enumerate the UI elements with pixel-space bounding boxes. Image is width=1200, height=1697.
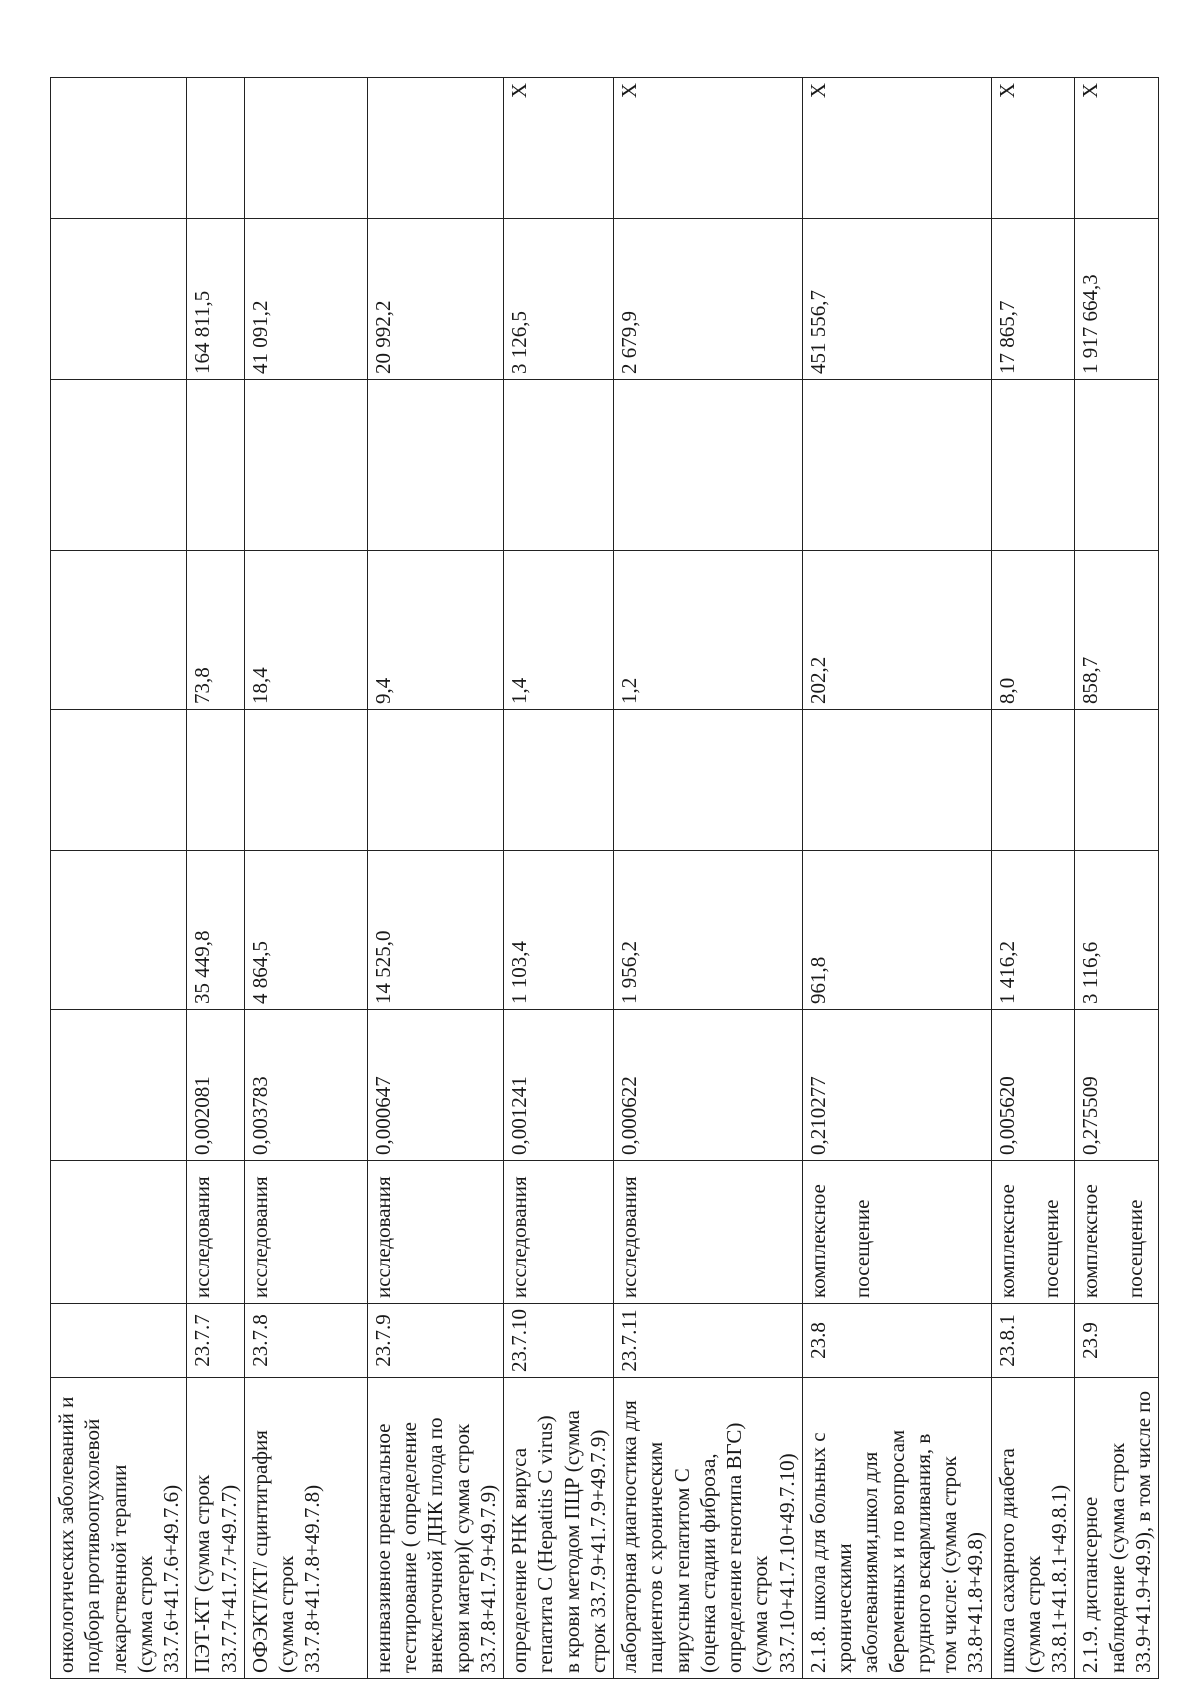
value-cell <box>51 551 187 710</box>
value-cell: 858,7 <box>1075 551 1159 710</box>
unit-line: комплексное <box>805 1184 830 1298</box>
row-name-cell <box>614 1378 803 1679</box>
row-name-line: 33.8.1+41.8.1+49.8.1) <box>1047 1484 1071 1673</box>
total-cell: 2 679,9 <box>614 219 803 380</box>
row-number-cell: 23.7.9 <box>367 1304 503 1378</box>
row-name-line: хроническими <box>832 1543 856 1673</box>
x-mark-cell <box>244 78 367 219</box>
empty-cell <box>1075 380 1159 551</box>
empty-cell <box>1075 710 1159 851</box>
table-body <box>51 78 1159 1679</box>
row-name-line: неинвазивное пренатальное <box>370 1423 395 1673</box>
norm-cell: 0,210277 <box>802 1010 991 1161</box>
row-name-line: крови матери)( сумма строк <box>449 1423 474 1673</box>
row-name-cell <box>187 1378 245 1679</box>
unit-cell <box>187 1161 245 1304</box>
cost-cell: 14 525,0 <box>367 851 503 1010</box>
row-name-line: онкологических заболеваний и <box>54 1396 78 1673</box>
row-name-line: подбора противоопухолевой <box>80 1418 105 1673</box>
row-name-line: (оценка стадии фиброза, <box>695 1453 720 1673</box>
row-name-line: 33.7.8+41.7.8+49.7.8) <box>300 1484 325 1673</box>
table-row <box>991 78 1075 1679</box>
x-mark-cell: X <box>802 78 991 219</box>
unit-line: исследования <box>190 1176 215 1298</box>
unit-cell <box>614 1161 803 1304</box>
row-name-cell <box>802 1378 991 1679</box>
empty-cell <box>802 710 991 851</box>
x-mark-cell <box>367 78 503 219</box>
x-mark-cell: X <box>1075 78 1159 219</box>
row-name-line: 33.7.7+41.7.7+49.7.7) <box>216 1484 241 1673</box>
row-name-line: определение РНК вируса <box>507 1447 531 1673</box>
row-name-cell <box>991 1378 1075 1679</box>
empty-cell <box>367 710 503 851</box>
row-number-cell: 23.7.7 <box>187 1304 245 1378</box>
unit-cell <box>991 1161 1075 1304</box>
unit-cell <box>367 1161 503 1304</box>
empty-cell <box>504 380 614 551</box>
row-name-cell <box>51 1378 187 1679</box>
cost-cell: 961,8 <box>802 851 991 1010</box>
unit-cell <box>51 1161 187 1304</box>
unit-cell <box>1075 1161 1159 1304</box>
norm-cell: 0,001241 <box>504 1010 614 1161</box>
norm-cell: 0,003783 <box>244 1010 367 1161</box>
row-name-line: том числе: (сумма строк <box>937 1456 961 1673</box>
cost-cell: 1 956,2 <box>614 851 803 1010</box>
row-name-line: лекарственной терапии <box>106 1464 131 1673</box>
x-mark-cell: X <box>504 78 614 219</box>
total-cell: 1 917 664,3 <box>1075 219 1159 380</box>
table-row <box>51 78 187 1679</box>
row-name-line: заболеваниями,школ для <box>858 1451 883 1673</box>
norm-cell <box>51 1010 187 1161</box>
cost-cell <box>51 851 187 1010</box>
empty-cell <box>367 380 503 551</box>
norm-cell: 0,000622 <box>614 1010 803 1161</box>
table-row <box>367 78 503 1679</box>
value-cell: 73,8 <box>187 551 245 710</box>
empty-cell <box>187 710 245 851</box>
row-number-cell: 23.8 <box>802 1304 991 1378</box>
cost-cell: 3 116,6 <box>1075 851 1159 1010</box>
row-number-cell <box>51 1304 187 1378</box>
row-name-line: 33.8+41.8+49.8) <box>963 1532 988 1673</box>
row-name-line: тестирование ( определение <box>397 1422 421 1673</box>
x-mark-cell <box>51 78 187 219</box>
total-cell: 41 091,2 <box>244 219 367 380</box>
row-number-cell: 23.7.11 <box>614 1304 803 1378</box>
norm-cell: 0,005620 <box>991 1010 1075 1161</box>
row-name-line: 33.7.6+41.7.6+49.7.6) <box>159 1484 183 1673</box>
row-name-line: внеклеточной ДНК плода по <box>423 1417 448 1673</box>
row-name-line: ОФЭКТ/КТ/ сцинтиграфия <box>247 1430 272 1673</box>
unit-line: посещение <box>1122 1199 1147 1298</box>
total-cell <box>51 219 187 380</box>
x-mark-cell: X <box>614 78 803 219</box>
total-cell: 164 811,5 <box>187 219 245 380</box>
value-cell: 9,4 <box>367 551 503 710</box>
row-name-line: грудного вскармливания, в <box>910 1433 935 1673</box>
row-name-line: 2.1.9. диспансерное <box>1078 1496 1103 1673</box>
empty-cell <box>244 380 367 551</box>
empty-cell <box>802 380 991 551</box>
row-name-line: (сумма строк <box>1020 1555 1045 1673</box>
value-cell: 8,0 <box>991 551 1075 710</box>
x-mark-cell <box>187 78 245 219</box>
cost-cell: 1 416,2 <box>991 851 1075 1010</box>
row-name-line: лабораторная диагностика для <box>617 1400 641 1673</box>
row-name-line: ПЭТ-КТ (сумма строк <box>190 1474 215 1673</box>
x-mark-cell: X <box>991 78 1075 219</box>
row-name-line: беременных и по вопросам <box>884 1429 909 1673</box>
row-name-line: (сумма строк <box>132 1555 157 1673</box>
row-name-line: гепатита С (Hepatitis С virus) <box>533 1415 558 1673</box>
row-number-cell: 23.9 <box>1075 1304 1159 1378</box>
row-name-line: в крови методом ПЦР (сумма <box>559 1410 584 1673</box>
empty-cell <box>504 710 614 851</box>
row-number-cell: 23.8.1 <box>991 1304 1075 1378</box>
unit-cell <box>504 1161 614 1304</box>
row-name-line: (сумма строк <box>274 1555 298 1673</box>
row-name-line: 2.1.8. школа для больных с <box>805 1432 830 1673</box>
row-name-line: 33.9+41.9+49.9), в том числе по <box>1130 1390 1155 1673</box>
empty-cell <box>614 380 803 551</box>
empty-cell <box>187 380 245 551</box>
unit-line: комплексное <box>994 1184 1019 1298</box>
row-name-line: пациентов с хроническим <box>643 1441 668 1673</box>
empty-cell <box>991 710 1075 851</box>
empty-cell <box>614 710 803 851</box>
row-name-line: (сумма строк <box>748 1555 773 1673</box>
row-name-cell <box>244 1378 367 1679</box>
cost-cell: 4 864,5 <box>244 851 367 1010</box>
row-name-line: 33.7.8+41.7.9+49.7.9) <box>475 1484 500 1673</box>
total-cell: 17 865,7 <box>991 219 1075 380</box>
total-cell: 3 126,5 <box>504 219 614 380</box>
table-row <box>1075 78 1159 1679</box>
unit-cell <box>244 1161 367 1304</box>
row-name-line: определение генотипа ВГС) <box>722 1422 746 1673</box>
total-cell: 451 556,7 <box>802 219 991 380</box>
row-name-line: вирусным гепатитом С <box>669 1468 694 1673</box>
unit-line: посещение <box>850 1199 874 1298</box>
empty-cell <box>244 710 367 851</box>
empty-cell <box>991 380 1075 551</box>
row-number-cell: 23.7.10 <box>504 1304 614 1378</box>
norm-cell: 0,275509 <box>1075 1010 1159 1161</box>
row-name-line: 33.7.10+41.7.10+49.7.10) <box>774 1453 799 1673</box>
table-row <box>614 78 803 1679</box>
table-row <box>504 78 614 1679</box>
total-cell: 20 992,2 <box>367 219 503 380</box>
row-name-line: школа сахарного диабета <box>994 1448 1019 1673</box>
row-name-cell <box>504 1378 614 1679</box>
norm-cell: 0,002081 <box>187 1010 245 1161</box>
unit-line: комплексное <box>1078 1184 1103 1298</box>
norm-cell: 0,000647 <box>367 1010 503 1161</box>
row-name-line: строк 33.7.9+41.7.9+49.7.9) <box>585 1429 610 1673</box>
value-cell: 202,2 <box>802 551 991 710</box>
row-name-line: наблюдение (сумма строк <box>1104 1442 1129 1673</box>
unit-line: исследования <box>507 1176 531 1298</box>
table-row <box>244 78 367 1679</box>
table-row <box>802 78 991 1679</box>
row-number-cell: 23.7.8 <box>244 1304 367 1378</box>
unit-line: посещение <box>1038 1199 1063 1298</box>
unit-line: исследования <box>370 1176 395 1298</box>
value-cell: 1,4 <box>504 551 614 710</box>
document-table <box>50 77 1159 1679</box>
cost-cell: 1 103,4 <box>504 851 614 1010</box>
empty-cell <box>51 380 187 551</box>
empty-cell <box>51 710 187 851</box>
unit-line: исследования <box>247 1176 272 1298</box>
cost-cell: 35 449,8 <box>187 851 245 1010</box>
value-cell: 1,2 <box>614 551 803 710</box>
value-cell: 18,4 <box>244 551 367 710</box>
row-name-cell <box>1075 1378 1159 1679</box>
table-row <box>187 78 245 1679</box>
unit-cell <box>802 1161 991 1304</box>
unit-line: исследования <box>617 1176 641 1298</box>
row-name-cell <box>367 1378 503 1679</box>
